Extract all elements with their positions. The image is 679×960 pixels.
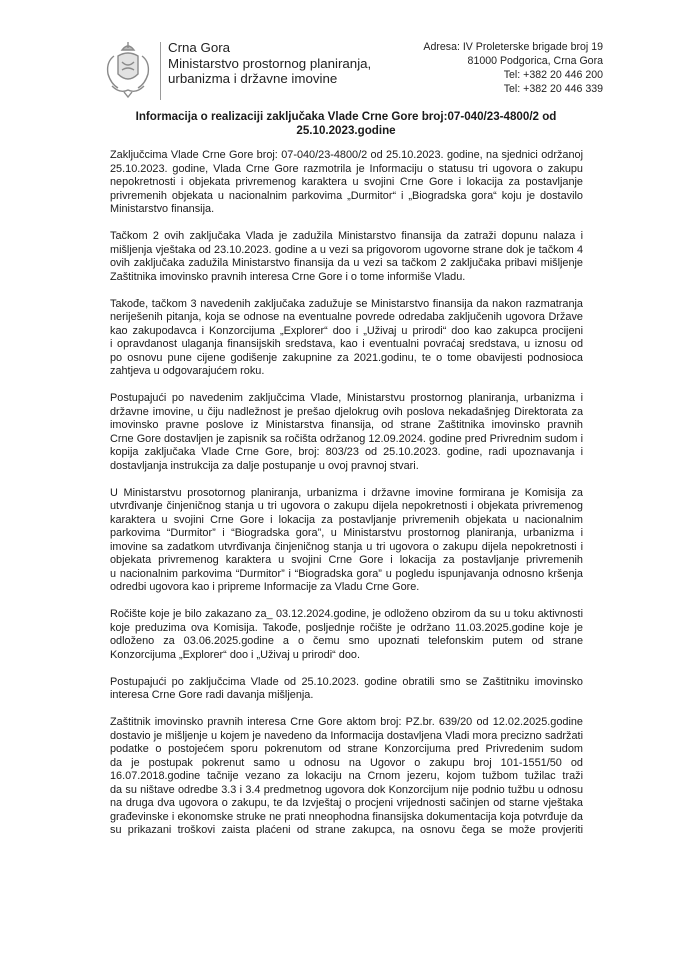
title-line-1: Informacija o realizaciji zaključaka Vlade Crne Gore broj:07-040/23-4800/2 od <box>135 110 557 123</box>
paragraph-line: Takođe, tačkom 3 navedenih zaključaka zadužuje se Ministarstvo finansija da nakon razmatranja <box>110 297 583 310</box>
paragraph-line: dostavio je mišljenje u kojem je navedeno da Informacija dostavljena Vladi mora precizno sadržati <box>110 729 583 742</box>
paragraph-line: imovine sa zadatkom utvrđivanja činjeničnog stanja u tri ugovora o zakupu dijela nepokretnosti i <box>110 540 583 553</box>
paragraph-line: objekata privremenog karaktera u svojini Crne Gore i lokacija za postavljanje privremenih <box>110 554 583 566</box>
header-divider <box>160 42 161 100</box>
paragraph-line: Zaštitnika imovinsko pravnih interesa Crne Gore i o tome informiše Vladu. <box>110 270 466 283</box>
org-country: Crna Gora <box>168 40 231 55</box>
address-city: 81000 Podgorica, Crna Gora <box>467 55 603 67</box>
paragraph-line: nepokretnosti i objekata privremenog karaktera u svojini Crne Gore i lokacija za postavljanje <box>110 176 583 188</box>
address-street: Adresa: IV Proleterske brigade broj 19 <box>423 41 603 53</box>
paragraph-line: odredbi ugovora kao i pripreme Informacije za Vladu Crne Gore. <box>110 581 420 593</box>
paragraph-line: Ministarstvo finansija. <box>110 203 215 215</box>
phone-1: Tel: +382 20 446 200 <box>503 69 603 81</box>
paragraph-line: kopija zaključaka Vlade Crne Gore, broj: 803/23 od 25.10.2023. godine, radi upoznavanja i <box>110 446 583 458</box>
montenegro-coat-of-arms-icon <box>104 40 152 98</box>
paragraph <box>110 298 583 379</box>
paragraph <box>110 487 583 595</box>
paragraph-line: Tačkom 2 ovih zaključaka Vlada je zadužila Ministarstvo finansija da zatraži dopunu nalaza i <box>110 230 583 242</box>
paragraph-line: odloženo za 03.06.2025.godine a o čemu smo upoznati telefonskim putem od strane <box>110 635 583 647</box>
paragraph-line: zahtjeva u odgovarajućem roku. <box>110 365 265 377</box>
paragraph-line: Postupajući po zaključcima Vlade od 25.10.2023. godine obratili smo se Zaštitniku imovinsko <box>110 675 583 688</box>
paragraph-line: dostavljanja instrukcija za dalje postupanje u ovoj pravnoj stvari. <box>110 459 419 472</box>
title-line-2: 25.10.2023.godine <box>296 124 396 137</box>
paragraph <box>110 676 583 703</box>
paragraph-line: i opravdanost ulaganja finansijskih sredstava, kao i eventualni povraćaj sredstava, u iznosu od <box>110 338 583 350</box>
org-ministry-line-2: urbanizma i državne imovine <box>168 71 338 86</box>
paragraph-line: mišljenja vještaka od 23.10.2023. godine a u vezi sa prigovorom ugovorne strane dok je tačkom 4 <box>110 243 583 256</box>
paragraph-line: po osnovu pune cijene godišenje zakupnine za 2021.godinu, te o tome obavijesti podnosioca <box>110 351 583 364</box>
paragraph-line: na druga dva ugovora o zakupu, te da Izvještaj o procjeni vrijednosti sačinjen od starne vještaka <box>110 797 583 809</box>
paragraph <box>110 230 583 284</box>
paragraph <box>110 716 583 838</box>
paragraph-line: Zaključcima Vlade Crne Gore broj: 07-040/23-4800/2 od 25.10.2023. godine, na sjednici održanoj <box>110 149 583 161</box>
paragraph-line: su prikazani troškovi zaista plaćeni od strane zakupca, na osnovu čega se može provjeriti <box>110 824 583 836</box>
paragraph-line: privremenih objekata u nacionalnim parkovima „Durmitor“ i „Biogradska gora“ koju je dostavilo <box>110 189 583 202</box>
paragraph-line: da je postupak pokrenut samo u odnosu na Ugovor o zakupu broj 101-1551/50 od <box>110 756 583 769</box>
document-title <box>110 110 582 138</box>
paragraph <box>110 392 583 473</box>
paragraph-line: u nacionalnim parkovima “Durmitor” i “Biogradska gora” u pogledu ispunjavanja odnosno kršenja <box>110 567 583 580</box>
paragraph <box>110 608 583 662</box>
paragraph-line: parkovima “Durmitor” i “Biogradska gora”, u Ministarstvu prostornog planiranja, urbanizma i <box>110 527 583 539</box>
paragraph-line: da su ništave odredbe 3.3 i 3.4 predmetnog ugovora dok Konzorcijum nije podnio tužbu u odnosu <box>110 783 583 796</box>
paragraph-line: Ročište koje je bilo zakazano za_ 03.12.2024.godine, je odloženo obzirom da su u toku aktivnosti <box>110 608 583 620</box>
paragraph-line: ovih zaključaka zadužila Ministarstvo finansija da u vezi sa tačkom 2 zaključaka pribavi mišljenje <box>110 257 583 269</box>
paragraph-line: interesa Crne Gore radi davanja mišljenja. <box>110 689 314 701</box>
paragraph-line: 16.07.2018.godine tačnije vezano za lokaciju na Crnom jezeru, kojom tužbom tužilac traži <box>110 770 583 782</box>
contact-address <box>423 40 603 96</box>
coat-of-arms-logo <box>104 40 152 98</box>
paragraph-line: imovinsko pravne poslove iz Ministarstva finansija, od strane Zaštitnika imovinsko pravnih <box>110 419 583 431</box>
paragraph-line: podatke o postojećem sporu pokrenutom od strane Konzorcijuma pred Privredenim sudom <box>110 743 583 755</box>
org-ministry-line-1: Ministarstvo prostornog planiranja, <box>168 55 372 71</box>
paragraph-line: Konzorcijuma „Explorer“ doo i „Uživaj u prirodi“ doo. <box>110 648 360 661</box>
paragraph-line: karaktera u svojini Crne Gore i lokacija za postavljanje privremenih objekata u nacionalnim <box>110 513 583 526</box>
paragraph-line: 25.10.2023. godine, Vlada Crne Gore razmotrila je Informaciju o statusu tri ugovora o zakupu <box>110 162 583 175</box>
paragraph-line: državne imovine, u čiju nadležnost je prešao djelokrug ovih poslova nekadašnjeg Direktorata za <box>110 405 583 418</box>
paragraph-line: Zaštitnik imovinsko pravnih interesa Crne Gore aktom broj: PZ.br. 639/20 od 12.02.2025.godine <box>110 716 583 728</box>
paragraph-line: U Ministarstvu prosotornog planiranja, urbanizma i državne imovine formirana je Komisija za <box>110 486 583 499</box>
paragraph-line: Crne Gore dostavljen je zapisnik sa ročišta održanog 12.09.2024. godine pred Privrednim sudom i <box>110 432 583 445</box>
paragraph-line: građevinske i ekonomske struke ne prati nneophodna finansijska dokumentacija koja potvrđuje da <box>110 810 583 823</box>
paragraph-line: koje preduzima ova Komisija. Takođe, posljednje ročište je održano 11.03.2025.godine koje je <box>110 621 583 634</box>
paragraph-line: Postupajući po navedenim zaključcima Vlade, Ministarstvu prostornog planiranja, urbanizma i <box>110 392 583 404</box>
phone-2: Tel: +382 20 446 339 <box>503 83 603 95</box>
document-body <box>110 149 583 851</box>
organization-name <box>168 40 371 87</box>
paragraph-line: kao zakupodavca i Konzorcijuma „Explorer“ doo i „Uživaj u prirodi“ doo kao zakupca procijeni <box>110 324 583 337</box>
paragraph-line: neriješenih pitanja, koja se odnose na eventualne povrede odredaba zaključenih ugovora Države <box>110 311 583 323</box>
paragraph-line: utvrđivanje činjeničnog stanja u tri ugovora o zakupu dijela nepokretnosti i objekata privremenog <box>110 500 583 512</box>
paragraph <box>110 149 583 217</box>
